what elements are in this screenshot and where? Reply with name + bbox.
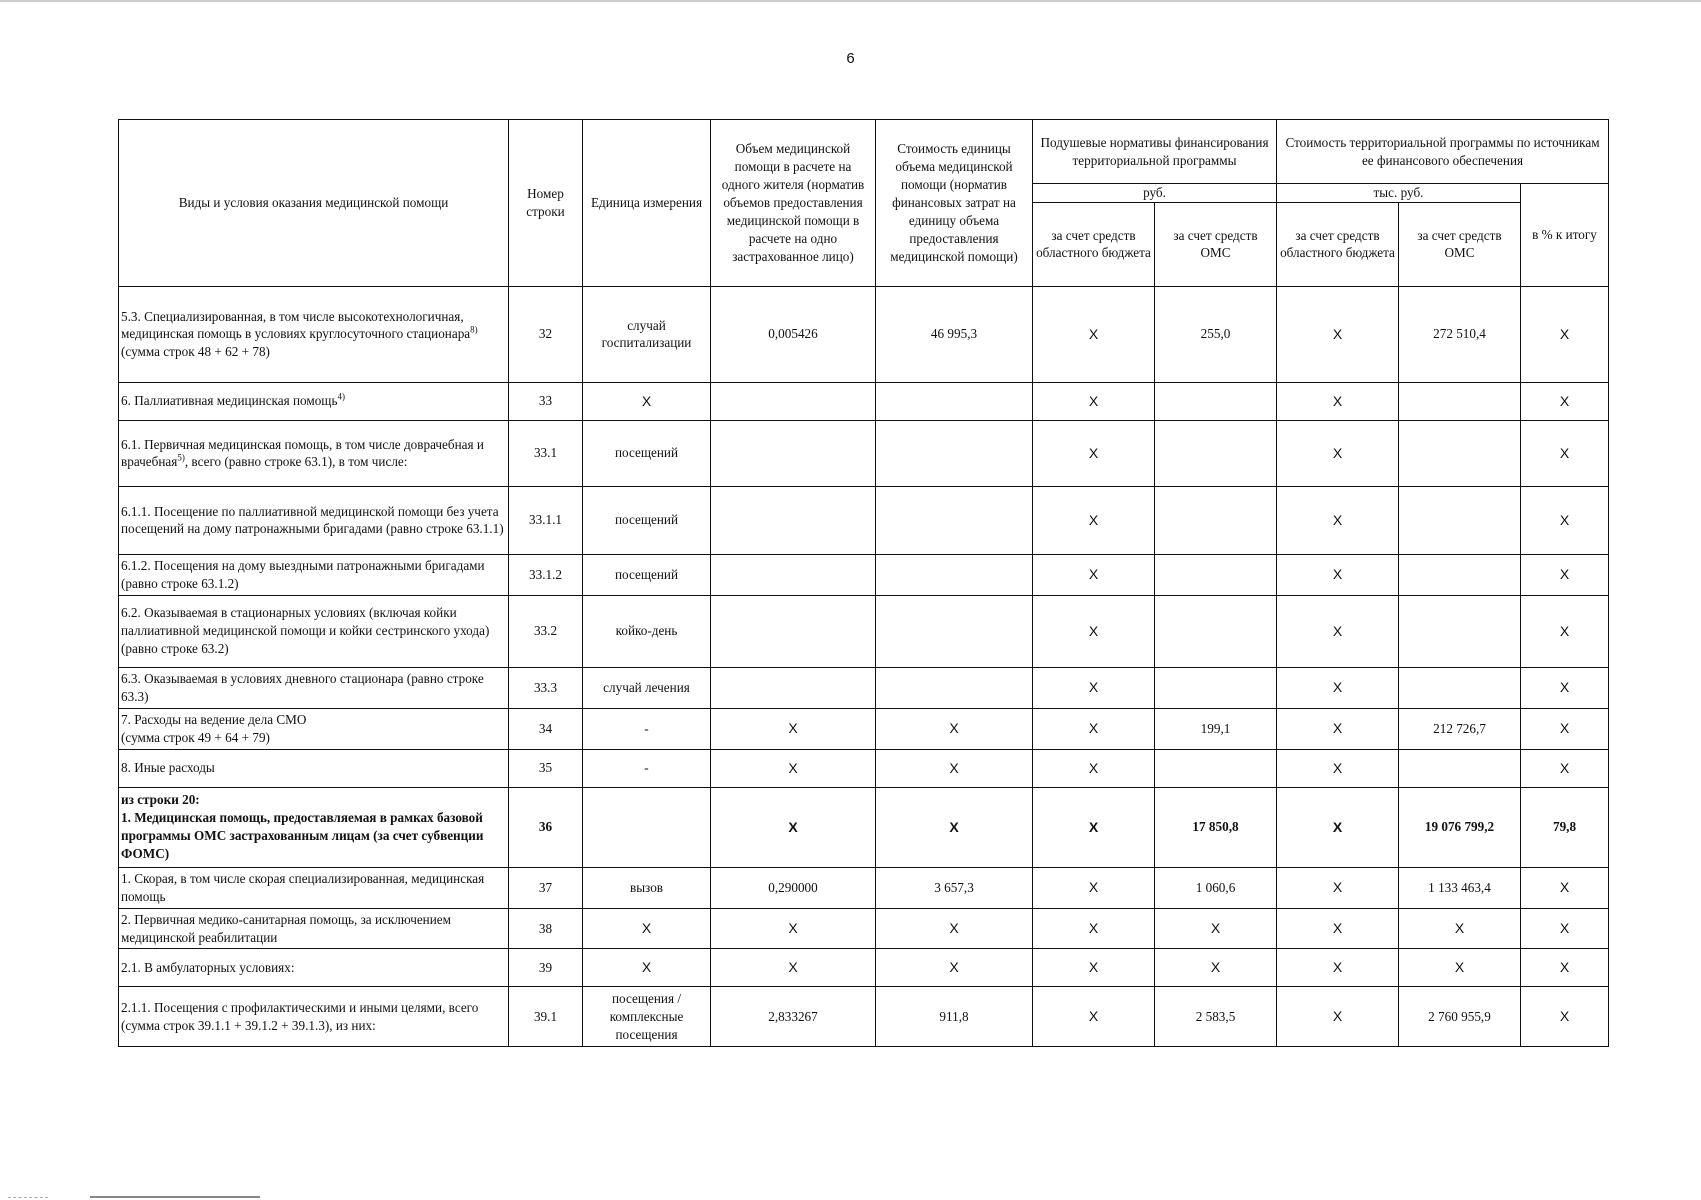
cell-pc-budget: Х (1033, 286, 1155, 382)
cell-unit: случай госпитализации (583, 286, 711, 382)
top-border-line (0, 0, 1701, 2)
cell-cost: Х (876, 708, 1033, 749)
header-unit-cost: Стоимость единицы объема медицинской помощи (норматив финансовых затрат на единицу объема предоставления медицинской помощи) (876, 120, 1033, 287)
cell-pc-budget: Х (1033, 708, 1155, 749)
cell-num: 36 (509, 787, 583, 867)
cell-vol (711, 554, 876, 595)
cell-pr-oms: Х (1399, 949, 1521, 987)
table-row (119, 420, 1609, 486)
row-description-text: 2. Первичная медико-санитарная помощь, за исключением медицинской реабилитации (121, 911, 451, 945)
row-description (119, 286, 509, 382)
cell-pr-oms (1399, 554, 1521, 595)
cell-pr-oms: 272 510,4 (1399, 286, 1521, 382)
cell-pc-oms (1155, 486, 1277, 554)
cell-cost (876, 554, 1033, 595)
cell-vol: Х (711, 908, 876, 949)
cell-vol: Х (711, 949, 876, 987)
row-description (119, 708, 509, 749)
cell-vol: 0,005426 (711, 286, 876, 382)
cell-cost (876, 420, 1033, 486)
cell-pc-oms: Х (1155, 908, 1277, 949)
cell-vol: 0,290000 (711, 867, 876, 908)
header-unit: Единица измерения (583, 120, 711, 287)
row-description-text: 6.1. Первичная медицинская помощь, в том числе доврачебная и врачебная (121, 436, 484, 470)
cell-pc-budget: Х (1033, 382, 1155, 420)
cell-pc-oms (1155, 382, 1277, 420)
cell-pr-budget: Х (1277, 987, 1399, 1047)
cell-unit: - (583, 749, 711, 787)
cell-vol: Х (711, 787, 876, 867)
table-row (119, 382, 1609, 420)
row-description-text: 6.2. Оказываемая в стационарных условиях (включая койки паллиативной медицинской помощи и койки сестринского ухода) (равно строке 63.2) (121, 605, 490, 657)
cell-pct: Х (1521, 486, 1609, 554)
cell-num: 33.3 (509, 667, 583, 708)
cell-unit: посещения / комплексные посещения (583, 987, 711, 1047)
cell-pr-budget: Х (1277, 867, 1399, 908)
cell-pr-budget: Х (1277, 667, 1399, 708)
cell-vol (711, 667, 876, 708)
cell-pc-oms: 199,1 (1155, 708, 1277, 749)
cell-pct: Х (1521, 286, 1609, 382)
cell-pr-oms (1399, 486, 1521, 554)
header-rub: руб. (1033, 184, 1277, 203)
cell-pc-oms: 17 850,8 (1155, 787, 1277, 867)
cell-cost: Х (876, 949, 1033, 987)
cell-num: 37 (509, 867, 583, 908)
cell-pc-oms: Х (1155, 949, 1277, 987)
cell-pr-oms (1399, 595, 1521, 667)
cell-num: 34 (509, 708, 583, 749)
cell-cost: 46 995,3 (876, 286, 1033, 382)
row-description (119, 486, 509, 554)
cell-pr-budget: Х (1277, 486, 1399, 554)
table-row (119, 987, 1609, 1047)
cell-cost (876, 595, 1033, 667)
table-row (119, 554, 1609, 595)
cell-pc-budget: Х (1033, 949, 1155, 987)
row-description (119, 554, 509, 595)
cell-vol (711, 486, 876, 554)
cell-cost: 3 657,3 (876, 867, 1033, 908)
cell-pr-budget: Х (1277, 949, 1399, 987)
cell-unit: посещений (583, 554, 711, 595)
cell-pct: Х (1521, 949, 1609, 987)
table-row (119, 749, 1609, 787)
cell-pr-oms (1399, 749, 1521, 787)
header-pr-oms: за счет средств ОМС (1399, 202, 1521, 286)
header-volume: Объем медицинской помощи в расчете на одного жителя (норматив объемов предоставления медицинской помощи в расчете на одно застрахованное лицо) (711, 120, 876, 287)
cell-num: 35 (509, 749, 583, 787)
cell-vol: Х (711, 708, 876, 749)
header-pc-oms: за счет средств ОМС (1155, 202, 1277, 286)
row-description-text: 2.1.1. Посещения с профилактическими и иными целями, всего (сумма строк 39.1.1 + 39.1.2 + 39.1.3), из них: (121, 1000, 479, 1033)
cell-unit: случай лечения (583, 667, 711, 708)
row-description-text: из строки 20: (121, 792, 200, 808)
cell-vol (711, 382, 876, 420)
cell-pc-oms (1155, 749, 1277, 787)
table-row (119, 708, 1609, 749)
cell-pc-budget: Х (1033, 867, 1155, 908)
header-pc-budget: за счет средств областного бюджета (1033, 202, 1155, 286)
cell-pc-budget: Х (1033, 787, 1155, 867)
table-row (119, 787, 1609, 867)
header-pr-budget: за счет средств областного бюджета (1277, 202, 1399, 286)
cell-cost: 911,8 (876, 987, 1033, 1047)
header-row-number: Номер строки (509, 120, 583, 287)
cell-unit: койко-день (583, 595, 711, 667)
row-description-continuation: (сумма строк 49 + 64 + 79) (121, 729, 270, 745)
cell-pr-oms (1399, 420, 1521, 486)
cell-cost (876, 382, 1033, 420)
cell-cost: Х (876, 908, 1033, 949)
cell-num: 32 (509, 286, 583, 382)
cell-vol (711, 595, 876, 667)
cell-pc-oms: 1 060,6 (1155, 867, 1277, 908)
bottom-line (90, 1196, 260, 1198)
cell-pr-budget: Х (1277, 908, 1399, 949)
cell-pct: Х (1521, 708, 1609, 749)
cell-cost (876, 667, 1033, 708)
row-description (119, 420, 509, 486)
row-description-text: 6.3. Оказываемая в условиях дневного стационара (равно строке 63.3) (121, 670, 484, 704)
cell-pc-budget: Х (1033, 987, 1155, 1047)
cell-unit: посещений (583, 420, 711, 486)
cell-num: 33.2 (509, 595, 583, 667)
row-description-continuation: 1. Медицинская помощь, предоставляемая в рамках базовой программы ОМС застрахованным лицам (за счет субвенции ФОМС) (121, 810, 484, 862)
row-description-text: 6. Паллиативная медицинская помощь (121, 393, 338, 409)
cell-pc-budget: Х (1033, 554, 1155, 595)
cell-pr-oms: 19 076 799,2 (1399, 787, 1521, 867)
table-row (119, 486, 1609, 554)
cell-vol: Х (711, 749, 876, 787)
row-description (119, 867, 509, 908)
cell-pr-budget: Х (1277, 595, 1399, 667)
row-description (119, 908, 509, 949)
cell-pc-oms (1155, 595, 1277, 667)
cell-num: 33.1.2 (509, 554, 583, 595)
cell-pct: Х (1521, 749, 1609, 787)
cell-pct: Х (1521, 554, 1609, 595)
cell-cost: Х (876, 749, 1033, 787)
cell-unit: вызов (583, 867, 711, 908)
header-percent: в % к итогу (1521, 184, 1609, 287)
cell-unit: Х (583, 382, 711, 420)
footnote-mark: 5) (177, 453, 185, 464)
program-cost-table (118, 119, 1609, 1047)
cell-pr-budget: Х (1277, 554, 1399, 595)
table-row (119, 949, 1609, 987)
cell-num: 33.1.1 (509, 486, 583, 554)
row-description-continuation: , всего (равно строке 63.1), в том числе: (184, 454, 408, 470)
cell-pct: Х (1521, 382, 1609, 420)
cell-unit: Х (583, 908, 711, 949)
cell-pc-budget: Х (1033, 667, 1155, 708)
row-description (119, 382, 509, 420)
cell-pr-oms: Х (1399, 908, 1521, 949)
cell-pct: Х (1521, 867, 1609, 908)
footnote-mark: 4) (337, 392, 345, 403)
page-number: 6 (846, 50, 855, 67)
cell-unit (583, 787, 711, 867)
cell-pc-budget: Х (1033, 486, 1155, 554)
cell-vol (711, 420, 876, 486)
cell-num: 38 (509, 908, 583, 949)
row-description-continuation: (сумма строк 48 + 62 + 78) (121, 344, 270, 360)
header-thous-rub: тыс. руб. (1277, 184, 1521, 203)
row-description (119, 949, 509, 987)
cell-num: 33.1 (509, 420, 583, 486)
cell-num: 33 (509, 382, 583, 420)
cell-pr-budget: Х (1277, 749, 1399, 787)
footnote-mark: 8) (470, 325, 478, 336)
row-description (119, 595, 509, 667)
cell-pr-budget: Х (1277, 787, 1399, 867)
cell-unit: посещений (583, 486, 711, 554)
table-row (119, 867, 1609, 908)
row-description (119, 987, 509, 1047)
row-description-text: 8. Иные расходы (121, 760, 215, 776)
cell-pc-oms: 2 583,5 (1155, 987, 1277, 1047)
cell-cost (876, 486, 1033, 554)
cell-vol: 2,833267 (711, 987, 876, 1047)
header-per-capita: Подушевые нормативы финансирования территориальной программы (1033, 120, 1277, 184)
cell-pct: Х (1521, 987, 1609, 1047)
cell-pc-oms (1155, 554, 1277, 595)
header-program-cost: Стоимость территориальной программы по источникам ее финансового обеспечения (1277, 120, 1609, 184)
cell-pr-budget: Х (1277, 420, 1399, 486)
cell-pr-budget: Х (1277, 286, 1399, 382)
table-row (119, 667, 1609, 708)
cell-num: 39 (509, 949, 583, 987)
cell-unit: Х (583, 949, 711, 987)
cell-pc-oms (1155, 420, 1277, 486)
cell-pc-budget: Х (1033, 908, 1155, 949)
cell-pct: Х (1521, 908, 1609, 949)
row-description (119, 667, 509, 708)
cell-pct: Х (1521, 595, 1609, 667)
cell-pr-budget: Х (1277, 382, 1399, 420)
row-description-text: 6.1.1. Посещение по паллиативной медицинской помощи без учета посещений на дому патронажными бригадами (равно строке 63.1.1) (121, 503, 504, 537)
cell-pr-oms: 2 760 955,9 (1399, 987, 1521, 1047)
cell-pct: 79,8 (1521, 787, 1609, 867)
cell-pc-budget: Х (1033, 749, 1155, 787)
cell-pr-oms (1399, 382, 1521, 420)
row-description-text: 1. Скорая, в том числе скорая специализированная, медицинская помощь (121, 870, 485, 904)
row-description-text: 7. Расходы на ведение дела СМО (121, 711, 307, 727)
cell-pr-oms: 212 726,7 (1399, 708, 1521, 749)
table-body (119, 286, 1609, 1047)
cell-cost: Х (876, 787, 1033, 867)
cell-pct: Х (1521, 667, 1609, 708)
cell-pc-budget: Х (1033, 420, 1155, 486)
cell-pr-oms: 1 133 463,4 (1399, 867, 1521, 908)
cell-pc-budget: Х (1033, 595, 1155, 667)
cell-pr-budget: Х (1277, 708, 1399, 749)
row-description (119, 749, 509, 787)
table-row (119, 286, 1609, 382)
row-description-text: 5.3. Специализированная, в том числе высокотехнологичная, медицинская помощь в условиях круглосуточного стационара (121, 308, 471, 342)
row-description-text: 6.1.2. Посещения на дому выездными патронажными бригадами (равно строке 63.1.2) (121, 557, 485, 591)
cell-pr-oms (1399, 667, 1521, 708)
header-types: Виды и условия оказания медицинской помощи (119, 120, 509, 287)
row-description (119, 787, 509, 867)
table-row (119, 908, 1609, 949)
table-row (119, 595, 1609, 667)
cell-num: 39.1 (509, 987, 583, 1047)
cell-unit: - (583, 708, 711, 749)
cell-pct: Х (1521, 420, 1609, 486)
cell-pc-oms (1155, 667, 1277, 708)
bottom-dash (8, 1197, 48, 1199)
cell-pc-oms: 255,0 (1155, 286, 1277, 382)
row-description-text: 2.1. В амбулаторных условиях: (121, 960, 295, 975)
